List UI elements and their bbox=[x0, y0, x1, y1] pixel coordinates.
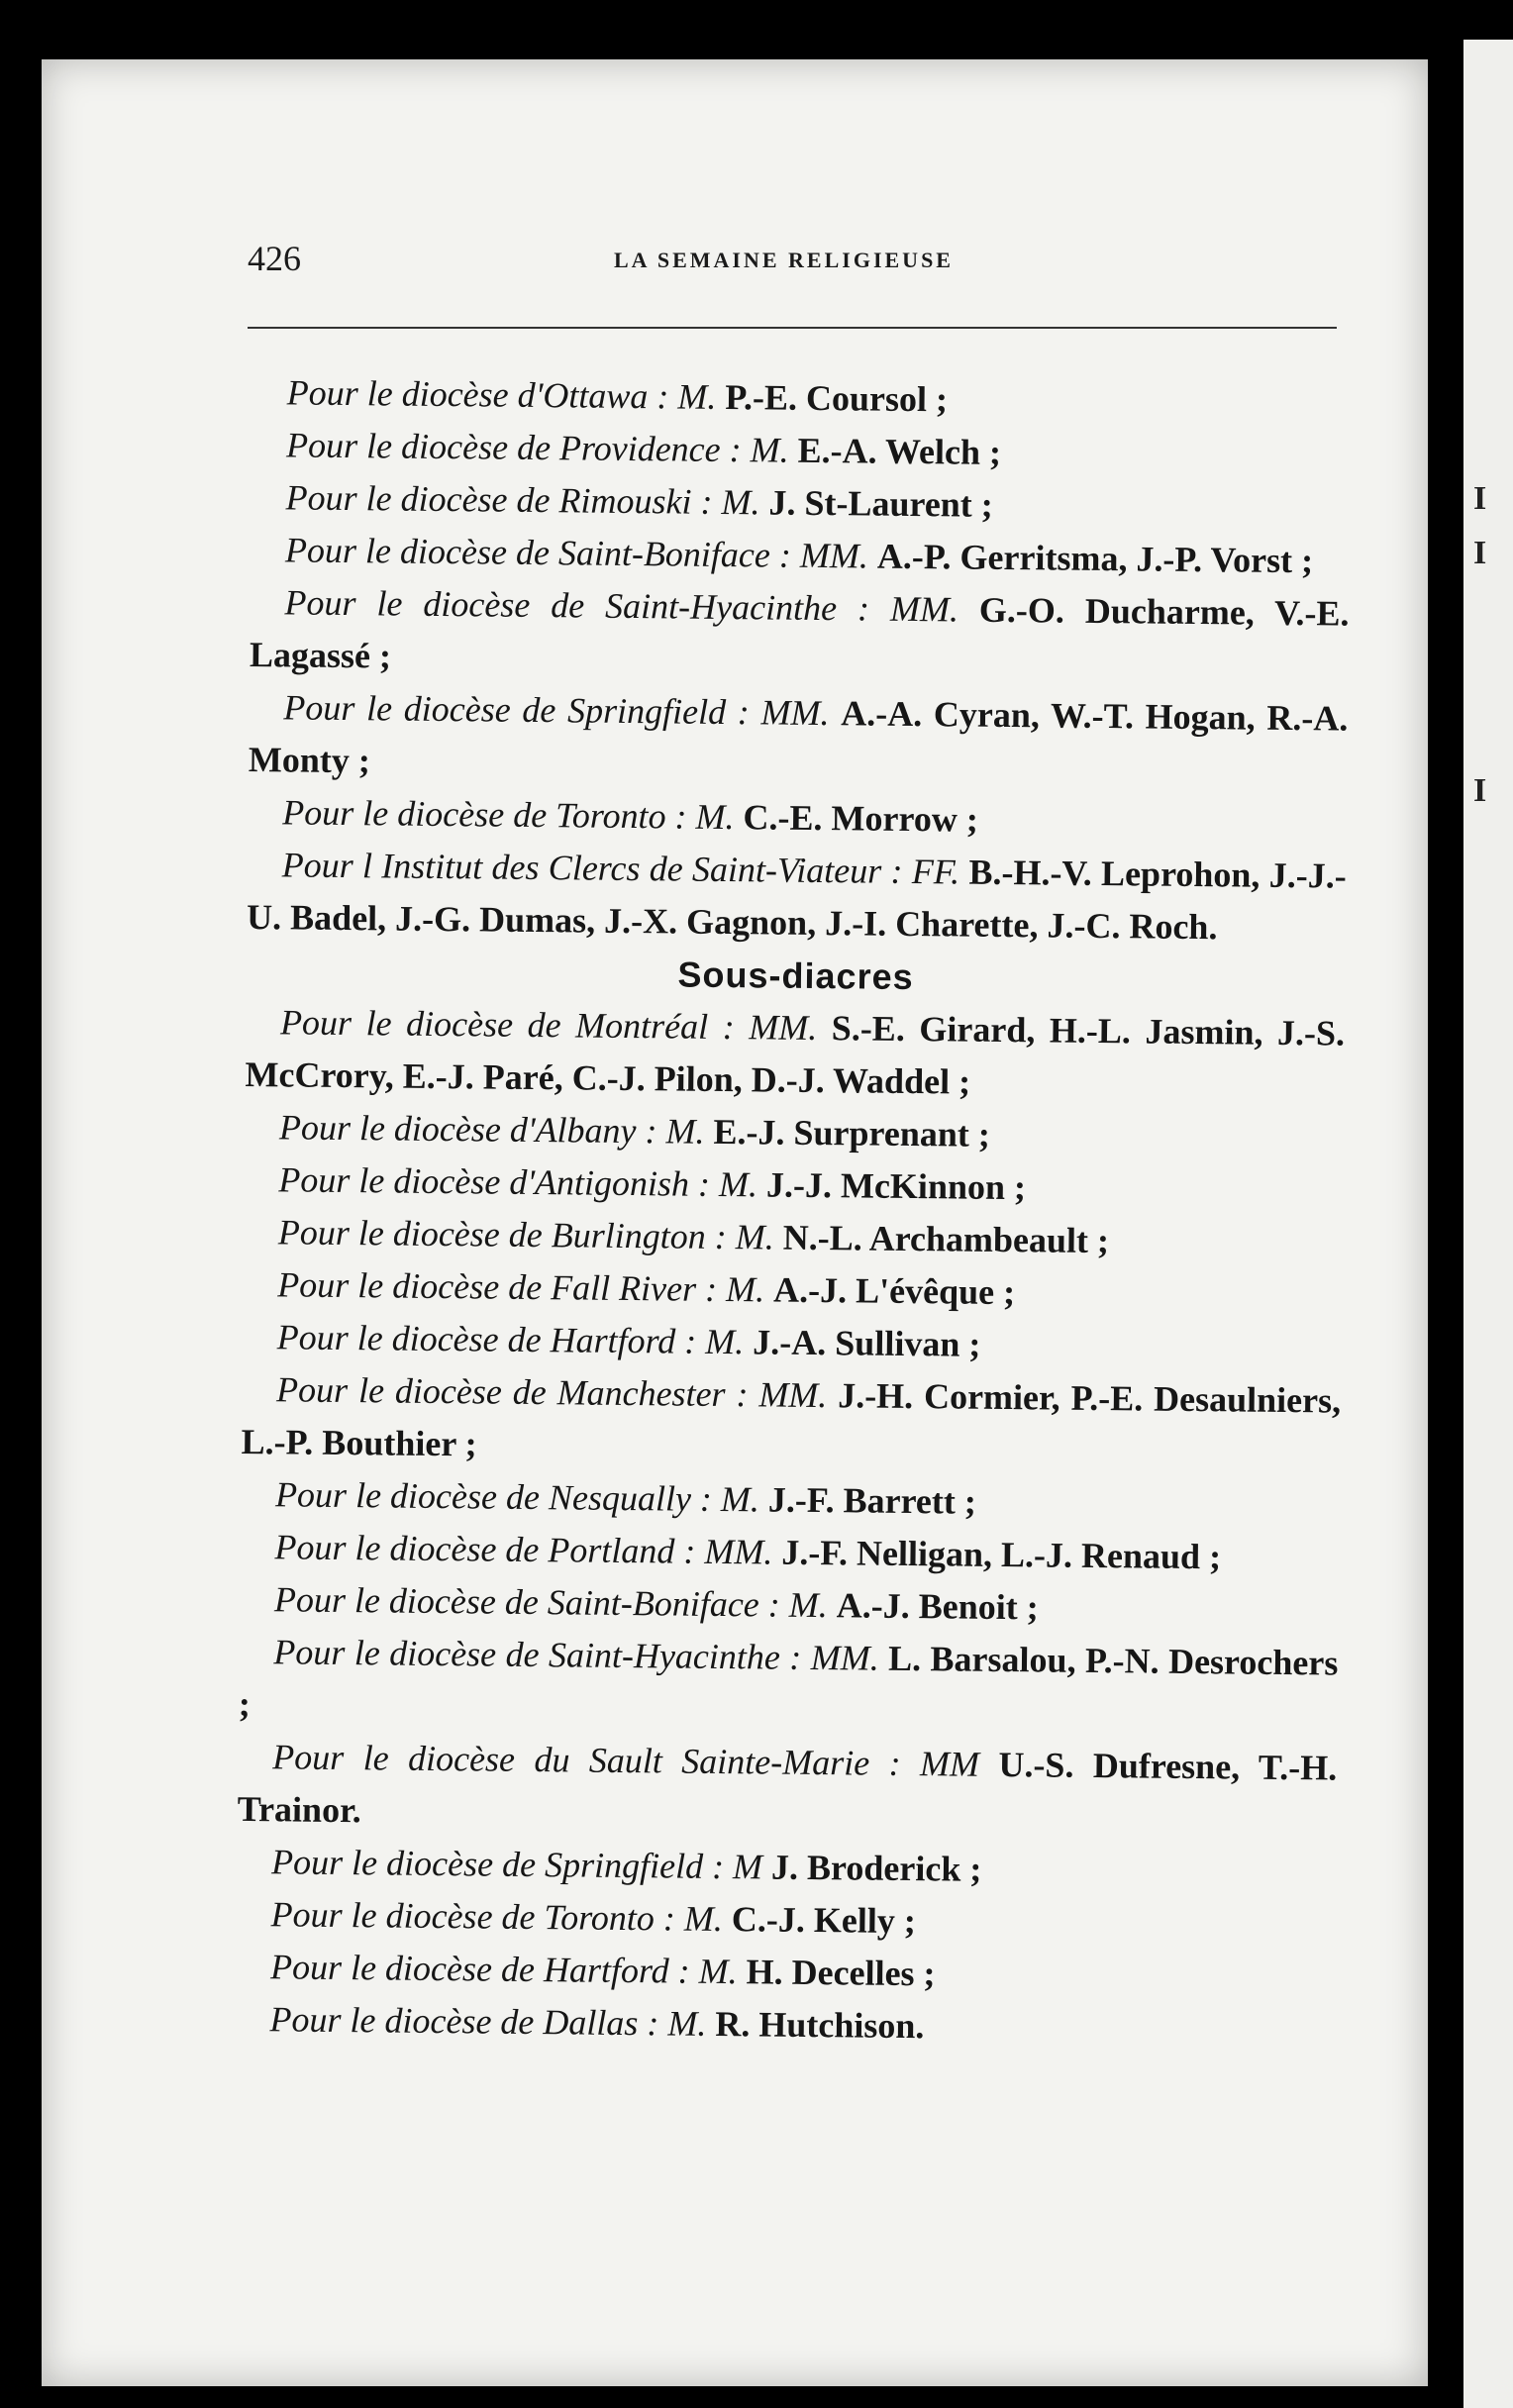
clergy-names: J. St-Laurent ; bbox=[768, 482, 994, 525]
adjacent-page-edge bbox=[1463, 40, 1513, 2408]
clergy-title: M. bbox=[735, 1217, 774, 1257]
diocese-name: Pour le diocèse de Springfield : bbox=[283, 687, 751, 733]
running-title: LA SEMAINE RELIGIEUSE bbox=[614, 248, 954, 272]
clergy-names: J. Broderick ; bbox=[770, 1847, 982, 1889]
clergy-title: M. bbox=[665, 1111, 705, 1152]
diocese-name: Pour le diocèse de Saint-Hyacinthe : bbox=[284, 582, 870, 629]
diocese-name: Pour le diocèse de Saint-Hyacinthe : bbox=[273, 1632, 802, 1677]
clergy-title: M. bbox=[677, 376, 717, 417]
clergy-title: M. bbox=[705, 1321, 745, 1362]
clergy-title: M. bbox=[698, 1951, 738, 1992]
clergy-names: J.-A. Sullivan ; bbox=[753, 1322, 981, 1364]
clergy-title: MM. bbox=[749, 1007, 818, 1049]
clergy-names: L. Barsalou, P.-N. Desrochers ; bbox=[238, 1638, 1339, 1725]
clergy-names: N.-L. Archambeault ; bbox=[782, 1217, 1110, 1261]
diocese-name: Pour le diocèse de Dallas : bbox=[269, 1999, 659, 2044]
ordination-list bbox=[235, 366, 1352, 2057]
diocese-name: Pour le diocèse d'Ottawa : bbox=[286, 372, 669, 417]
clergy-names: C.-J. Kelly ; bbox=[731, 1899, 917, 1942]
diocese-name: Pour le diocèse d'Antigonish : bbox=[278, 1159, 711, 1204]
page-header bbox=[248, 238, 1337, 287]
entries-part2 bbox=[235, 996, 1345, 2057]
clergy-title: M. bbox=[721, 481, 760, 523]
clergy-title: M. bbox=[695, 796, 735, 838]
clergy-title: FF. bbox=[911, 852, 960, 892]
clergy-names: A.-J. Benoit ; bbox=[836, 1585, 1039, 1628]
clergy-names: U.-S. Dufresne, T.-H. Trainor. bbox=[237, 1744, 1338, 1831]
clergy-title: M bbox=[732, 1847, 763, 1887]
diocese-entry bbox=[249, 681, 1349, 798]
clergy-title: MM. bbox=[889, 588, 959, 630]
diocese-name: Pour le diocèse de Providence : bbox=[285, 425, 742, 470]
diocese-name: Pour le diocèse de Manchester : bbox=[275, 1369, 749, 1415]
diocese-name: Pour le diocèse de Saint-Boniface : bbox=[273, 1579, 780, 1625]
clergy-names: B.-H.-V. Leprohon, J.-J.-U. Badel, J.-G. Dumas, J.-X. Gagnon, J.-I. Charette, J.-C. Roch. bbox=[246, 852, 1347, 948]
clergy-title: M. bbox=[750, 430, 789, 470]
diocese-entry bbox=[250, 576, 1350, 693]
diocese-name: Pour l Institut des Clercs de Saint-Viateur : bbox=[281, 845, 903, 891]
entries-part1 bbox=[247, 366, 1352, 955]
diocese-name: Pour le diocèse de Fall River : bbox=[277, 1264, 718, 1309]
diocese-name: Pour le diocèse de Springfield : bbox=[270, 1842, 725, 1887]
diocese-entry bbox=[245, 996, 1345, 1113]
clergy-title: M. bbox=[720, 1479, 760, 1520]
clergy-title: M. bbox=[788, 1584, 828, 1626]
clergy-names: P.-E. Coursol ; bbox=[725, 377, 949, 420]
diocese-name: Pour le diocèse de Saint-Boniface : bbox=[284, 530, 792, 575]
clergy-title: MM bbox=[919, 1744, 980, 1784]
adjacent-page-letter: I bbox=[1473, 480, 1487, 517]
clergy-names: A.-J. L'évêque ; bbox=[772, 1269, 1016, 1313]
clergy-title: M. bbox=[718, 1163, 758, 1205]
clergy-names: J.-F. Barrett ; bbox=[767, 1479, 977, 1522]
diocese-name: Pour le diocèse de Rimouski : bbox=[285, 477, 713, 522]
clergy-title: MM. bbox=[760, 692, 830, 734]
clergy-names: R. Hutchison. bbox=[715, 2003, 925, 2047]
clergy-title: MM. bbox=[704, 1531, 773, 1572]
clergy-names: G.-O. Ducharme, V.-E. Lagassé ; bbox=[249, 589, 1350, 676]
diocese-name: Pour le diocèse de Hartford : bbox=[269, 1947, 690, 1991]
diocese-name: Pour le diocèse de Hartford : bbox=[276, 1317, 697, 1361]
clergy-names: S.-E. Girard, H.-L. Jasmin, J.-S. McCrory, E.-J. Paré, C.-J. Pilon, D.-J. Waddel ; bbox=[245, 1008, 1346, 1102]
clergy-names: C.-E. Morrow ; bbox=[743, 797, 979, 840]
clergy-names: A.-P. Gerritsma, J.-P. Vorst ; bbox=[876, 536, 1314, 581]
clergy-names: A.-A. Cyran, W.-T. Hogan, R.-A. Monty ; bbox=[248, 693, 1349, 781]
adjacent-page-letter: I bbox=[1473, 535, 1487, 571]
clergy-names: E.-J. Surprenant ; bbox=[713, 1111, 991, 1154]
clergy-title: M. bbox=[667, 2003, 707, 2044]
clergy-title: M. bbox=[725, 1269, 765, 1310]
diocese-entry bbox=[239, 1626, 1339, 1743]
clergy-names: E.-A. Welch ; bbox=[797, 430, 1002, 472]
clergy-title: MM. bbox=[810, 1637, 879, 1678]
diocese-name: Pour le diocèse de Montréal : bbox=[279, 1002, 735, 1048]
clergy-names: J.-H. Cormier, P.-E. Desaulniers, L.-P. Bouthier ; bbox=[241, 1375, 1342, 1464]
diocese-name: Pour le diocèse d'Albany : bbox=[278, 1107, 657, 1152]
clergy-names: J.-J. McKinnon ; bbox=[765, 1164, 1027, 1208]
section-heading: Sous-diacres bbox=[677, 953, 914, 998]
diocese-entry bbox=[237, 1731, 1337, 1848]
page-number: 426 bbox=[248, 239, 301, 278]
diocese-entry bbox=[247, 839, 1347, 955]
diocese-name: Pour le diocèse du Sault Sainte-Marie : bbox=[272, 1737, 901, 1783]
diocese-name: Pour le diocèse de Toronto : bbox=[270, 1894, 676, 1939]
diocese-name: Pour le diocèse de Toronto : bbox=[282, 792, 687, 837]
diocese-name: Pour le diocèse de Nesqually : bbox=[274, 1474, 713, 1519]
adjacent-page-letter: I bbox=[1473, 772, 1487, 809]
clergy-names: H. Decelles ; bbox=[746, 1952, 936, 1994]
clergy-title: M. bbox=[683, 1898, 724, 1940]
clergy-title: MM. bbox=[799, 535, 869, 576]
diocese-name: Pour le diocèse de Portland : bbox=[274, 1527, 696, 1571]
diocese-name: Pour le diocèse de Burlington : bbox=[277, 1212, 727, 1257]
clergy-names: J.-F. Nelligan, L.-J. Renaud ; bbox=[781, 1532, 1222, 1577]
clergy-title: MM. bbox=[758, 1374, 828, 1416]
diocese-entry bbox=[241, 1363, 1341, 1480]
header-rule bbox=[248, 327, 1337, 329]
